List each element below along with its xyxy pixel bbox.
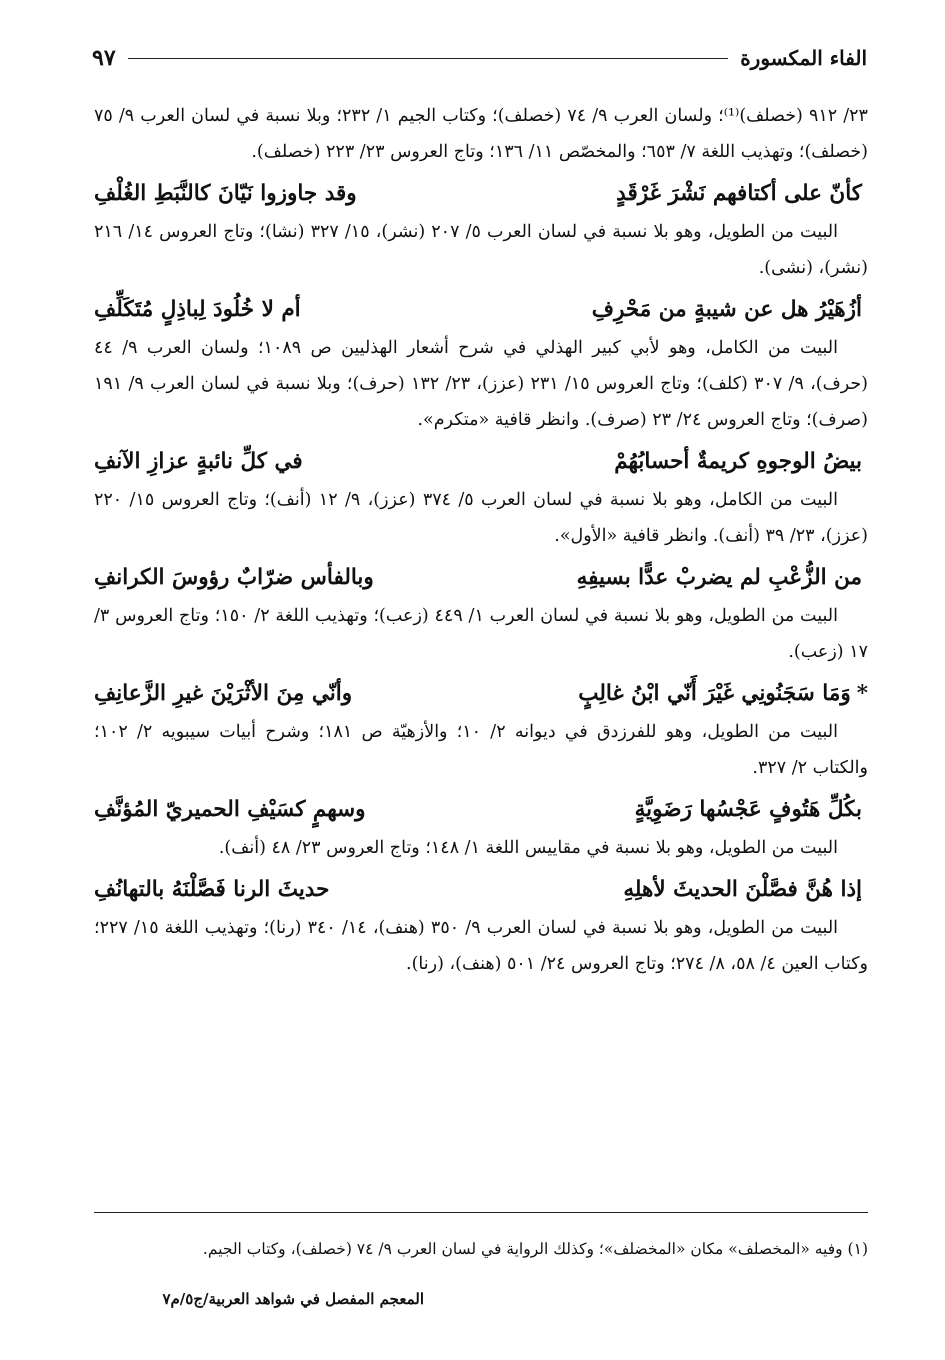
verse-first-hemistich: بيضُ الوجوهِ كريمةٌ أحسابُهُمْ xyxy=(614,449,862,474)
page-header xyxy=(92,40,867,76)
verse-second-hemistich: في كلِّ نائبةٍ عزازِ الآنفِ xyxy=(94,449,303,474)
verse-second-hemistich: وبالفأس ضرّابٌ رؤوسَ الكرانفِ xyxy=(94,565,374,590)
verse-source: البيت من الطويل، وهو للفرزدق في ديوانه ٢/ ١٠؛ والأزهيّة ص ١٨١؛ وشرح أبيات سيبويه ٢/ ١٠٢؛ والكتاب ٢/ ٣٢٧. xyxy=(94,722,868,778)
verse-line xyxy=(94,674,868,714)
intro-paragraph: ٢٣/ ٩١٢ (خصلف)⁽¹⁾؛ ولسان العرب ٩/ ٧٤ (خصلف)؛ وكتاب الجيم ١/ ٢٣٢؛ وبلا نسبة في لسان العرب ٩/ ٧٥ (خصلف)؛ وتهذيب اللغة ٧/ ٦٥٣؛ والمخصّص ١١/ ١٣٦؛ وتاج العروس ٢٣/ ٢٢٣ (خصلف). xyxy=(94,106,868,162)
verse-line xyxy=(94,290,868,330)
verse-source: البيت من الطويل، وهو بلا نسبة في مقاييس اللغة ١/ ١٤٨؛ وتاج العروس ٢٣/ ٤٨ (أنف). xyxy=(218,838,838,858)
verse-second-hemistich: حديثَ الرنا فَصَّلْنَهُ بالتهانُفِ xyxy=(94,877,330,902)
verse-first-hemistich: أزُهَيْرُ هل عن شيبةٍ من مَحْرِفِ xyxy=(591,297,862,322)
chapter-title: الفاء المكسورة xyxy=(740,46,867,70)
verse-source: البيت من الكامل، وهو بلا نسبة في لسان العرب ٥/ ٣٧٤ (عزز)، ٩/ ١٢ (أنف)؛ وتاج العروس ١٥/ ٢٢٠ (عزز)، ٢٣/ ٣٩ (أنف). وانظر قافية «الأول». xyxy=(94,490,868,546)
verse-line xyxy=(94,442,868,482)
verse-line xyxy=(94,558,868,598)
verse-first-hemistich: كأنّ على أكتافهم نَشْرَ غَرْقَدٍ xyxy=(616,181,862,206)
star-marker: * xyxy=(856,681,868,706)
verse-source: البيت من الطويل، وهو بلا نسبة في لسان العرب ٥/ ٢٠٧ (نشر)، ١٥/ ٣٢٧ (نشا)؛ وتاج العروس ١٤/ ٢١٦ (نشر)، (نشى). xyxy=(94,222,868,278)
verse-line xyxy=(94,790,868,830)
page-number: ٩٧ xyxy=(92,45,116,71)
verse-first-hemistich: من الزُّعْبِ لم يضربْ عدًّا بسيفِهِ xyxy=(576,565,862,590)
page-footer: المعجم المفصل في شواهد العربية/ج٥/م٧ xyxy=(162,1290,424,1308)
verse-source: البيت من الطويل، وهو بلا نسبة في لسان العرب ٩/ ٣٥٠ (هنف)، ١٤/ ٣٤٠ (رنا)؛ وتهذيب اللغة ١٥/ ٢٢٧؛ وكتاب العين ٤/ ٥٨، ٨/ ٢٧٤؛ وتاج العروس ٢٤/ ٥٠١ (هنف)، (رنا). xyxy=(94,918,868,974)
header-rule xyxy=(128,58,729,59)
verse-first-hemistich: إذا هُنَّ فصَّلْنَ الحديثَ لأهلِهِ xyxy=(623,877,862,902)
verse-second-hemistich: أم لا خُلُودَ لِباذِلٍ مُتَكَلِّفِ xyxy=(94,297,301,322)
footnote-divider xyxy=(94,1212,868,1213)
footnote: (١) وفيه «المخصلف» مكان «المخضلف»؛ وكذلك الرواية في لسان العرب ٩/ ٧٤ (خصلف)، وكتاب الجيم. xyxy=(202,1239,868,1258)
page-body xyxy=(94,98,868,982)
verse-line xyxy=(94,174,868,214)
verse-first-hemistich: بكُلِّ هَتُوفٍ عَجْسُها رَضَوِيَّةٍ xyxy=(634,797,862,822)
verse-second-hemistich: وقد جاوزوا نَيّانَ كالنَّبَطِ الغُلْفِ xyxy=(94,181,357,206)
verse-second-hemistich: وأنّي مِنَ الأثْرَيْنَ غيرِ الزَّعانِفِ xyxy=(94,681,353,706)
verse-line xyxy=(94,870,868,910)
verse-source: البيت من الكامل، وهو لأبي كبير الهذلي في شرح أشعار الهذليين ص ١٠٨٩؛ ولسان العرب ٩/ ٤٤ (حرف)، ٩/ ٣٠٧ (كلف)؛ وتاج العروس ١٥/ ٢٣١ (عزز)، ٢٣/ ١٣٢ (حرف)؛ وبلا نسبة في لسان العرب ٩/ ١٩١ (صرف)؛ وتاج العروس ٢٤/ ٢٣ (صرف). وانظر قافية «متكرم». xyxy=(94,338,869,430)
verse-first-hemistich: *وَمَا سَجَنُونِي غَيْرَ أَنّي ابْنُ غالِبٍ xyxy=(578,681,868,706)
verse-second-hemistich: وسهمٍ كسَيْفِ الحميريّ المُؤنَّفِ xyxy=(94,797,366,822)
verse-source: البيت من الطويل، وهو بلا نسبة في لسان العرب ١/ ٤٤٩ (زعب)؛ وتهذيب اللغة ٢/ ١٥٠؛ وتاج العروس ٣/ ١٧ (زعب). xyxy=(94,606,868,662)
